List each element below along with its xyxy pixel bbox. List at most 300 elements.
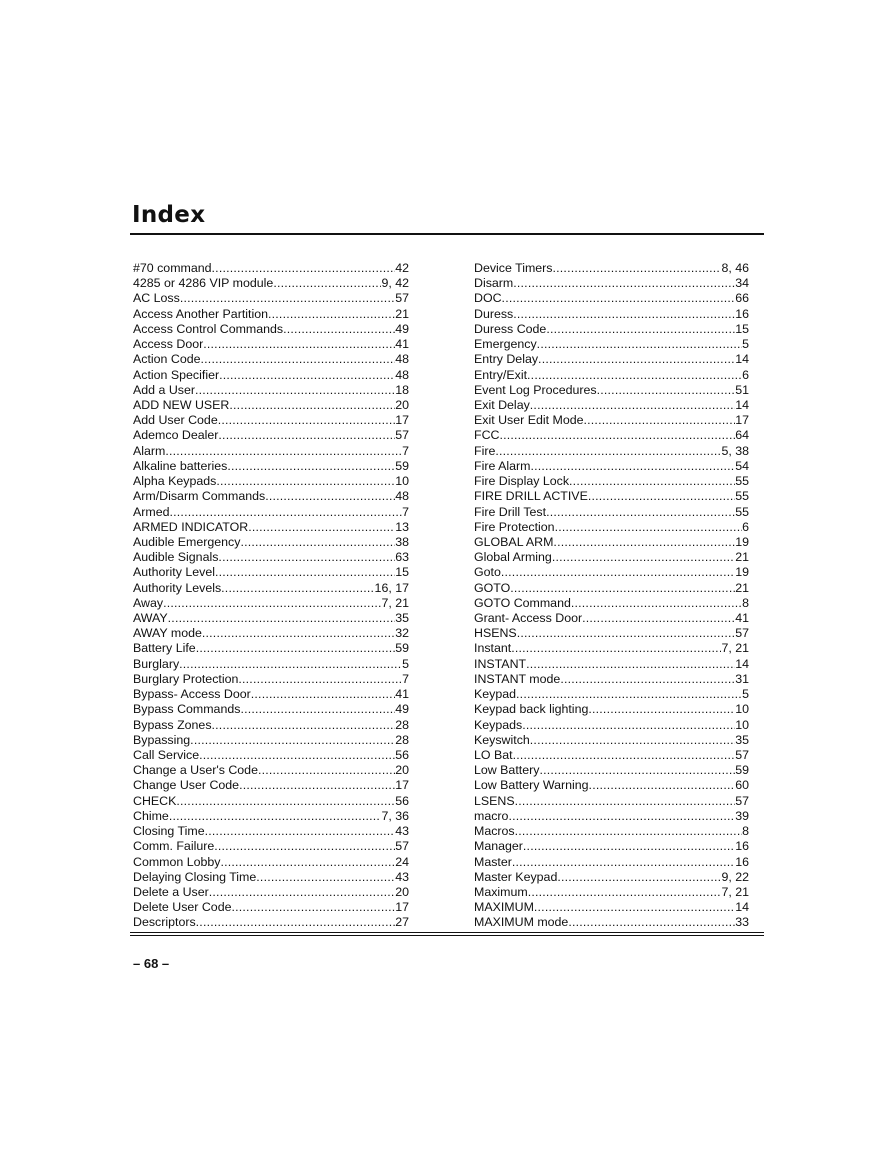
- index-page-refs: 41: [395, 687, 409, 702]
- index-term: Goto: [474, 565, 501, 580]
- index-term: Access Control Commands: [133, 321, 284, 336]
- index-entry: [133, 885, 409, 900]
- index-entry: [474, 474, 749, 489]
- index-term: GLOBAL ARM: [474, 534, 554, 549]
- dot-leader: [221, 581, 374, 596]
- index-term: Armed: [133, 504, 170, 519]
- dot-leader: [176, 794, 395, 809]
- index-page-refs: 56: [395, 748, 409, 762]
- index-page-refs: 20: [395, 397, 409, 412]
- index-entry: [133, 459, 409, 474]
- dot-leader: [165, 444, 402, 459]
- index-term: Delete User Code: [133, 900, 232, 915]
- index-page-refs: 59: [395, 458, 409, 473]
- index-entry: [474, 915, 749, 930]
- index-entry: [133, 718, 409, 733]
- index-entry: [133, 352, 409, 367]
- index-term: INSTANT: [474, 656, 527, 671]
- dot-leader: [510, 581, 735, 596]
- index-entry: [133, 778, 409, 793]
- index-page-refs: 39: [735, 808, 749, 823]
- index-term: Access Door: [133, 337, 204, 352]
- index-term: LSENS: [474, 793, 515, 808]
- index-term: Add a User: [133, 382, 195, 397]
- dot-leader: [203, 337, 395, 352]
- dot-leader: [499, 428, 735, 443]
- index-term: ARMED INDICATOR: [133, 519, 249, 534]
- index-entry: [133, 687, 409, 702]
- index-page-refs: 57: [395, 291, 409, 306]
- index-entry: [474, 550, 749, 565]
- index-entry: [133, 839, 409, 854]
- index-entry: [474, 428, 749, 443]
- index-term: Fire Drill Test: [474, 504, 547, 519]
- index-entry: [133, 672, 409, 687]
- index-page-refs: 5, 38: [721, 443, 749, 458]
- dot-leader: [218, 413, 395, 428]
- dot-leader: [239, 778, 395, 793]
- dot-leader: [511, 641, 721, 656]
- dot-leader: [517, 626, 736, 641]
- index-page-refs: 41: [395, 337, 409, 352]
- index-page-refs: 57: [395, 839, 409, 854]
- dot-leader: [555, 520, 743, 535]
- index-entry: [133, 413, 409, 428]
- index-entry: [474, 657, 749, 672]
- index-term: Emergency: [474, 337, 537, 352]
- index-entry: [474, 733, 749, 748]
- index-entry: [474, 459, 749, 474]
- dot-leader: [534, 900, 735, 915]
- index-term: Device Timers: [474, 261, 553, 275]
- index-term: Maximum: [474, 884, 528, 899]
- index-page-refs: 31: [735, 671, 749, 686]
- index-term: Access Another Partition: [133, 306, 268, 321]
- index-page-refs: 13: [395, 519, 409, 534]
- index-page-refs: 5: [402, 656, 409, 671]
- index-term: Closing Time: [133, 824, 205, 839]
- index-page-refs: 14: [735, 352, 749, 367]
- index-entry: [133, 794, 409, 809]
- index-term: AWAY: [133, 611, 168, 626]
- index-term: Comm. Failure: [133, 839, 215, 854]
- index-column-left: [133, 261, 409, 931]
- index-page-refs: 56: [395, 793, 409, 808]
- title-underline: [130, 233, 764, 235]
- index-term: Action Specifier: [133, 367, 220, 382]
- index-term: Bypassing: [133, 732, 191, 747]
- index-page-refs: 17: [735, 413, 749, 428]
- index-entry: [474, 778, 749, 793]
- index-page-refs: 64: [735, 428, 749, 443]
- dot-leader: [238, 672, 402, 687]
- index-term: Call Service: [133, 748, 200, 762]
- dot-leader: [215, 565, 395, 580]
- dot-leader: [512, 855, 735, 870]
- index-term: Chime: [133, 808, 169, 823]
- index-term: Alarm: [133, 443, 166, 458]
- dot-leader: [218, 428, 395, 443]
- dot-leader: [571, 596, 742, 611]
- index-term: Bypass Commands: [133, 702, 241, 717]
- index-term: Instant: [474, 641, 512, 656]
- index-term: Fire Display Lock: [474, 474, 570, 489]
- page-number: – 68 –: [133, 956, 170, 971]
- dot-leader: [201, 352, 396, 367]
- index-page-refs: 16: [735, 854, 749, 869]
- dot-leader: [502, 291, 736, 306]
- dot-leader: [495, 444, 721, 459]
- index-entry: [474, 641, 749, 656]
- index-page-refs: 17: [395, 778, 409, 793]
- index-page-refs: 51: [735, 382, 749, 397]
- dot-leader: [538, 352, 735, 367]
- index-term: ADD NEW USER: [133, 397, 230, 412]
- index-page-refs: 7, 36: [381, 808, 409, 823]
- dot-leader: [169, 809, 382, 824]
- index-entry: [133, 291, 409, 306]
- index-term: Ademco Dealer: [133, 428, 219, 443]
- index-page-refs: 8, 46: [721, 261, 749, 275]
- index-page-refs: 14: [735, 900, 749, 915]
- dot-leader: [209, 885, 395, 900]
- index-entry: [133, 641, 409, 656]
- index-entry: [474, 368, 749, 383]
- dot-leader: [553, 261, 722, 276]
- index-term: Bypass- Access Door: [133, 687, 251, 702]
- index-page-refs: 7: [402, 443, 409, 458]
- index-term: Global Arming: [474, 550, 552, 565]
- index-page-refs: 10: [735, 702, 749, 717]
- dot-leader: [513, 748, 736, 763]
- index-column-right: [474, 261, 749, 931]
- index-entry: [474, 718, 749, 733]
- dot-leader: [516, 687, 742, 702]
- dot-leader: [273, 276, 381, 291]
- index-page-refs: 35: [735, 732, 749, 747]
- index-term: Audible Signals: [133, 550, 219, 565]
- index-entry: [133, 900, 409, 915]
- page-title: Index: [132, 202, 206, 228]
- index-page-refs: 16: [735, 306, 749, 321]
- dot-leader: [508, 809, 735, 824]
- index-page-refs: 33: [735, 915, 749, 930]
- dot-leader: [214, 839, 395, 854]
- index-term: Alkaline batteries: [133, 458, 228, 473]
- dot-leader: [170, 505, 403, 520]
- index-page-refs: 57: [735, 748, 749, 762]
- dot-leader: [216, 474, 395, 489]
- index-page-refs: 7, 21: [721, 884, 749, 899]
- index-term: Common Lobby: [133, 854, 221, 869]
- index-page-refs: 60: [735, 778, 749, 793]
- index-entry: [474, 885, 749, 900]
- dot-leader: [513, 307, 735, 322]
- dot-leader: [179, 657, 402, 672]
- index-page-refs: 6: [742, 367, 749, 382]
- index-term: Keypad back lighting: [474, 702, 589, 717]
- index-term: Keypads: [474, 717, 523, 732]
- index-term: Exit User Edit Mode: [474, 413, 584, 428]
- index-entry: [133, 444, 409, 459]
- index-entry: [474, 444, 749, 459]
- index-term: #70 command: [133, 261, 212, 275]
- dot-leader: [560, 672, 735, 687]
- index-entry: [133, 535, 409, 550]
- index-entry: [133, 322, 409, 337]
- dot-leader: [597, 383, 736, 398]
- index-page-refs: 35: [395, 611, 409, 626]
- index-page-refs: 34: [735, 276, 749, 291]
- dot-leader: [229, 398, 395, 413]
- index-entry: [474, 520, 749, 535]
- index-entry: [474, 383, 749, 398]
- index-page-refs: 10: [395, 474, 409, 489]
- dot-leader: [190, 733, 395, 748]
- dot-leader: [196, 915, 396, 930]
- index-page-refs: 21: [735, 580, 749, 595]
- index-term: Grant- Access Door: [474, 611, 583, 626]
- index-entry: [474, 809, 749, 824]
- index-term: Authority Level: [133, 565, 215, 580]
- index-entry: [474, 489, 749, 504]
- index-entry: [474, 626, 749, 641]
- index-page-refs: 38: [395, 534, 409, 549]
- index-page-refs: 27: [395, 915, 409, 930]
- dot-leader: [522, 718, 735, 733]
- dot-leader: [168, 611, 396, 626]
- index-term: Low Battery: [474, 763, 540, 778]
- dot-leader: [546, 505, 735, 520]
- index-entry: [474, 855, 749, 870]
- index-term: Master Keypad: [474, 869, 558, 884]
- dot-leader: [584, 413, 736, 428]
- index-page-refs: 6: [742, 519, 749, 534]
- index-term: FCC: [474, 428, 500, 443]
- dot-leader: [523, 839, 735, 854]
- index-page-refs: 63: [395, 550, 409, 565]
- index-page-refs: 8: [742, 595, 749, 610]
- index-page-refs: 57: [735, 793, 749, 808]
- dot-leader: [588, 702, 735, 717]
- index-entry: [474, 398, 749, 413]
- index-page-refs: 15: [735, 321, 749, 336]
- dot-leader: [283, 322, 395, 337]
- index-term: macro: [474, 808, 509, 823]
- index-page-refs: 21: [395, 306, 409, 321]
- dot-leader: [546, 322, 735, 337]
- index-entry: [133, 596, 409, 611]
- index-page-refs: 59: [395, 641, 409, 656]
- dot-leader: [196, 641, 396, 656]
- dot-leader: [227, 459, 395, 474]
- index-entry: [474, 581, 749, 596]
- index-entry: [133, 261, 409, 276]
- index-entry: [474, 261, 749, 276]
- index-term: Entry Delay: [474, 352, 539, 367]
- dot-leader: [202, 626, 395, 641]
- dot-leader: [218, 550, 395, 565]
- index-page-refs: 57: [735, 626, 749, 641]
- index-entry: [474, 413, 749, 428]
- index-term: MAXIMUM mode: [474, 915, 569, 930]
- index-entry: [133, 733, 409, 748]
- dot-leader: [568, 915, 735, 930]
- dot-leader: [539, 763, 735, 778]
- dot-leader: [240, 702, 395, 717]
- index-term: Fire Alarm: [474, 458, 531, 473]
- dot-leader: [219, 368, 395, 383]
- index-entry: [133, 611, 409, 626]
- bottom-rule-secondary: [130, 935, 764, 936]
- dot-leader: [582, 611, 735, 626]
- index-entry: [133, 505, 409, 520]
- index-page-refs: 21: [735, 550, 749, 565]
- index-term: HSENS: [474, 626, 517, 641]
- index-page-refs: 5: [742, 687, 749, 702]
- index-entry: [133, 428, 409, 443]
- index-entry: [133, 870, 409, 885]
- index-term: Duress Code: [474, 321, 547, 336]
- index-page-refs: 49: [395, 321, 409, 336]
- index-entry: [133, 398, 409, 413]
- dot-leader: [199, 748, 395, 763]
- index-page-refs: 16, 17: [374, 580, 409, 595]
- dot-leader: [268, 307, 395, 322]
- index-page-refs: 10: [735, 717, 749, 732]
- index-term: Authority Levels: [133, 580, 222, 595]
- dot-leader: [569, 474, 735, 489]
- index-entry: [133, 474, 409, 489]
- dot-leader: [557, 870, 721, 885]
- index-term: Fire Protection: [474, 519, 555, 534]
- dot-leader: [515, 824, 742, 839]
- index-term: Low Battery Warning: [474, 778, 589, 793]
- dot-leader: [195, 383, 395, 398]
- index-entry: [474, 596, 749, 611]
- index-term: Duress: [474, 306, 514, 321]
- dot-leader: [212, 718, 396, 733]
- index-term: Change a User's Code: [133, 763, 258, 778]
- index-entry: [133, 809, 409, 824]
- bottom-rule: [130, 932, 764, 933]
- index-term: Delaying Closing Time: [133, 869, 257, 884]
- index-entry: [133, 702, 409, 717]
- index-entry: [474, 794, 749, 809]
- index-term: Macros: [474, 824, 515, 839]
- index-entry: [133, 657, 409, 672]
- index-page-refs: 57: [395, 428, 409, 443]
- dot-leader: [527, 368, 742, 383]
- index-page-refs: 7, 21: [721, 641, 749, 656]
- index-page-refs: 48: [395, 489, 409, 504]
- index-page-refs: 48: [395, 352, 409, 367]
- dot-leader: [553, 535, 735, 550]
- dot-leader: [530, 733, 735, 748]
- index-entry: [133, 626, 409, 641]
- index-page-refs: 55: [735, 504, 749, 519]
- index-page-refs: 54: [735, 458, 749, 473]
- index-page-refs: 7: [402, 671, 409, 686]
- index-page-refs: 9, 22: [721, 869, 749, 884]
- index-page-refs: 28: [395, 717, 409, 732]
- index-entry: [474, 611, 749, 626]
- index-entry: [133, 855, 409, 870]
- index-page-refs: 7: [402, 504, 409, 519]
- dot-leader: [258, 763, 395, 778]
- index-term: DOC: [474, 291, 502, 306]
- index-entry: [474, 322, 749, 337]
- index-entry: [133, 520, 409, 535]
- index-term: MAXIMUM: [474, 900, 534, 915]
- dot-leader: [526, 657, 735, 672]
- index-page-refs: 20: [395, 884, 409, 899]
- dot-leader: [251, 687, 395, 702]
- index-term: AC Loss: [133, 291, 180, 306]
- index-term: Descriptors: [133, 915, 196, 930]
- index-page-refs: 59: [735, 763, 749, 778]
- index-entry: [474, 307, 749, 322]
- index-page-refs: 32: [395, 626, 409, 641]
- dot-leader: [205, 824, 396, 839]
- index-page-refs: 17: [395, 413, 409, 428]
- dot-leader: [265, 489, 395, 504]
- index-term: GOTO Command: [474, 595, 571, 610]
- index-entry: [133, 748, 409, 763]
- index-page-refs: 42: [395, 261, 409, 275]
- index-page-refs: 41: [735, 611, 749, 626]
- index-term: Arm/Disarm Commands: [133, 489, 266, 504]
- dot-leader: [212, 261, 396, 276]
- index-term: Delete a User: [133, 884, 209, 899]
- index-entry: [474, 763, 749, 778]
- index-term: 4285 or 4286 VIP module: [133, 276, 274, 291]
- index-entry: [474, 900, 749, 915]
- dot-leader: [552, 550, 735, 565]
- index-page-refs: 14: [735, 397, 749, 412]
- index-term: Alpha Keypads: [133, 474, 217, 489]
- index-entry: [474, 839, 749, 854]
- dot-leader: [528, 885, 722, 900]
- index-term: Burglary: [133, 656, 180, 671]
- index-term: FIRE DRILL ACTIVE: [474, 489, 588, 504]
- dot-leader: [515, 794, 736, 809]
- index-term: GOTO: [474, 580, 511, 595]
- dot-leader: [256, 870, 395, 885]
- index-page-refs: 7, 21: [381, 595, 409, 610]
- index-page-refs: 16: [735, 839, 749, 854]
- index-entry: [474, 870, 749, 885]
- dot-leader: [180, 291, 395, 306]
- dot-leader: [248, 520, 395, 535]
- index-entry: [474, 687, 749, 702]
- index-term: Event Log Procedures: [474, 382, 597, 397]
- index-entry: [474, 276, 749, 291]
- index-entry: [133, 489, 409, 504]
- index-term: LO Bat: [474, 748, 513, 762]
- index-page-refs: 19: [735, 534, 749, 549]
- index-page-refs: 20: [395, 763, 409, 778]
- index-entry: [474, 505, 749, 520]
- index-page-refs: 14: [735, 656, 749, 671]
- index-term: Fire: [474, 443, 496, 458]
- index-entry: [133, 763, 409, 778]
- index-entry: [474, 291, 749, 306]
- index-entry: [133, 276, 409, 291]
- index-entry: [133, 383, 409, 398]
- index-term: Keypad: [474, 687, 517, 702]
- index-term: Action Code: [133, 352, 201, 367]
